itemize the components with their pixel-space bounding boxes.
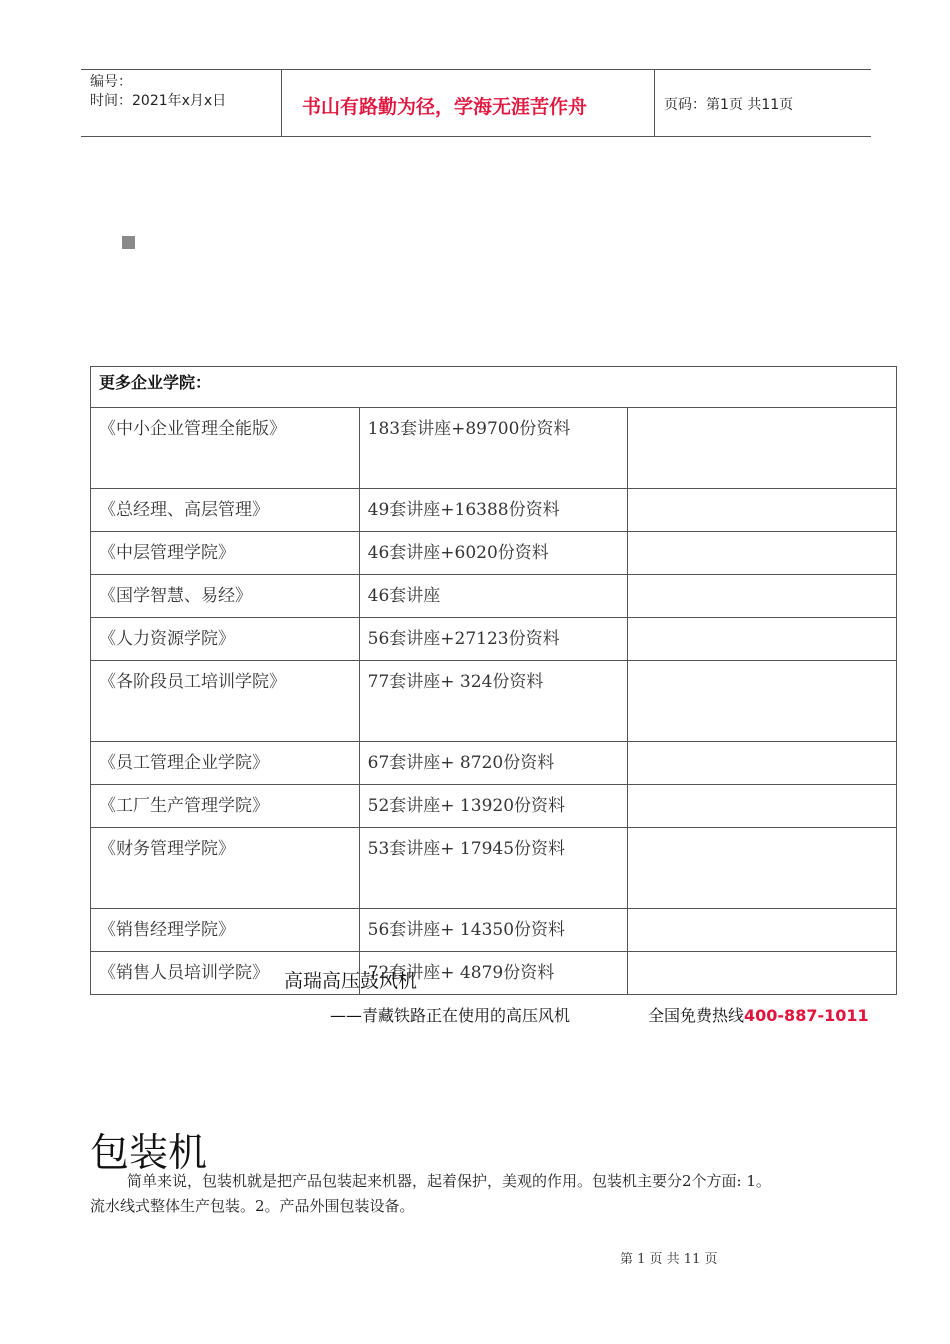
header-page-info: 页码：第1页 共11页 bbox=[664, 97, 794, 113]
article-title: 包装机 bbox=[90, 1131, 208, 1176]
table-row bbox=[91, 618, 897, 661]
table-row bbox=[91, 952, 897, 995]
course-empty-cell bbox=[628, 742, 897, 785]
course-empty-cell bbox=[628, 785, 897, 828]
hotline-label: 全国免费热线 bbox=[648, 1006, 745, 1025]
course-empty-cell bbox=[628, 575, 897, 618]
table-row bbox=[91, 532, 897, 575]
course-content: 72套讲座+ 4879份资料 bbox=[359, 952, 628, 995]
header-bottom-rule bbox=[81, 136, 871, 137]
course-empty-cell bbox=[628, 532, 897, 575]
course-content: 52套讲座+ 13920份资料 bbox=[359, 785, 628, 828]
footer-page-number: 第 1 页 共 11 页 bbox=[620, 1252, 718, 1267]
document-number-label: 编号： bbox=[90, 74, 132, 90]
course-name: 《人力资源学院》 bbox=[91, 618, 360, 661]
course-content: 67套讲座+ 8720份资料 bbox=[359, 742, 628, 785]
promo-title: 高瑞高压鼓风机 bbox=[284, 970, 418, 992]
table-row bbox=[91, 489, 897, 532]
course-content: 183套讲座+89700份资料 bbox=[359, 408, 628, 489]
course-empty-cell bbox=[628, 952, 897, 995]
table-row bbox=[91, 575, 897, 618]
table-row bbox=[91, 909, 897, 952]
document-time-label: 时间：2021年x月x日 bbox=[90, 93, 227, 109]
header-divider-right bbox=[654, 69, 655, 136]
course-name: 《员工管理企业学院》 bbox=[91, 742, 360, 785]
header-top-rule bbox=[81, 69, 871, 70]
promo-hotline bbox=[648, 1003, 869, 1026]
course-empty-cell bbox=[628, 661, 897, 742]
header-divider-left bbox=[281, 69, 282, 136]
course-empty-cell bbox=[628, 828, 897, 909]
course-content: 46套讲座 bbox=[359, 575, 628, 618]
course-name: 《国学智慧、易经》 bbox=[91, 575, 360, 618]
table-row bbox=[91, 661, 897, 742]
promo-subtitle: ——青藏铁路正在使用的高压风机 bbox=[330, 1006, 571, 1025]
course-name: 《销售经理学院》 bbox=[91, 909, 360, 952]
hotline-number: 400-887-1011 bbox=[744, 1006, 869, 1025]
square-bullet-icon bbox=[122, 236, 135, 249]
table-row bbox=[91, 785, 897, 828]
course-name: 《中小企业管理全能版》 bbox=[91, 408, 360, 489]
course-empty-cell bbox=[628, 408, 897, 489]
course-empty-cell bbox=[628, 909, 897, 952]
article-line-1: 简单来说，包装机就是把产品包装起来机器，起着保护，美观的作用。包装机主要分2个方面: 1。 bbox=[127, 1172, 771, 1190]
course-empty-cell bbox=[628, 489, 897, 532]
course-content: 77套讲座+ 324份资料 bbox=[359, 661, 628, 742]
course-name: 《销售人员培训学院》 bbox=[91, 952, 360, 995]
course-name: 《中层管理学院》 bbox=[91, 532, 360, 575]
course-content: 46套讲座+6020份资料 bbox=[359, 532, 628, 575]
course-table bbox=[90, 366, 897, 995]
table-header-row bbox=[91, 367, 897, 408]
course-name: 《工厂生产管理学院》 bbox=[91, 785, 360, 828]
course-content: 56套讲座+ 14350份资料 bbox=[359, 909, 628, 952]
course-content: 49套讲座+16388份资料 bbox=[359, 489, 628, 532]
course-content: 53套讲座+ 17945份资料 bbox=[359, 828, 628, 909]
table-heading: 更多企业学院： bbox=[91, 367, 897, 408]
course-content: 56套讲座+27123份资料 bbox=[359, 618, 628, 661]
table-row bbox=[91, 742, 897, 785]
course-empty-cell bbox=[628, 618, 897, 661]
table-row bbox=[91, 408, 897, 489]
table-row bbox=[91, 828, 897, 909]
article-line-2: 流水线式整体生产包装。2。产品外围包装设备。 bbox=[90, 1197, 415, 1215]
header-motto: 书山有路勤为径，学海无涯苦作舟 bbox=[302, 96, 588, 118]
course-name: 《总经理、高层管理》 bbox=[91, 489, 360, 532]
course-name: 《各阶段员工培训学院》 bbox=[91, 661, 360, 742]
course-name: 《财务管理学院》 bbox=[91, 828, 360, 909]
